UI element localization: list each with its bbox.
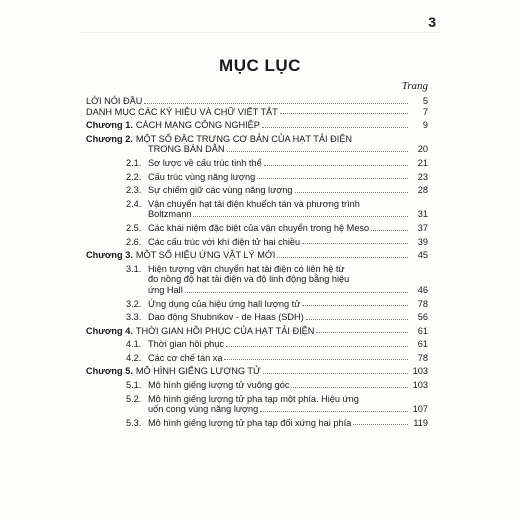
toc-section-5-2-cont (86, 404, 428, 415)
section-title: Vận chuyển hạt tải điện khuếch tán và phương trình (148, 198, 360, 209)
toc-section-4-1[interactable] (86, 339, 428, 350)
chapter-title: MÔ HÌNH GIẾNG LƯỢNG TỬ (135, 366, 261, 377)
toc-section-2-2[interactable] (86, 172, 428, 183)
toc-section-3-1-cont2 (86, 285, 428, 296)
toc-page: 103 (412, 366, 428, 377)
leader-dots (193, 216, 408, 217)
chapter-number: Chương 4. (86, 325, 133, 336)
trang-label: Trang (401, 80, 428, 92)
leader-dots (224, 359, 408, 360)
section-title: Sơ lược về cấu trúc tinh thể (148, 157, 262, 168)
toc-page: 31 (417, 209, 428, 220)
toc-chapter-2-cont (86, 144, 428, 155)
section-title: Sự chiếm giữ các vùng năng lượng (148, 185, 293, 196)
section-number: 3.3. (126, 312, 142, 323)
section-number: 4.1. (126, 339, 142, 350)
leader-dots (260, 411, 408, 412)
section-title-line3: ứng Hall (148, 284, 183, 295)
leader-dots (306, 319, 408, 320)
toc-chapter-2[interactable] (86, 134, 428, 145)
section-number: 2.6. (126, 236, 142, 247)
toc-label: DANH MỤC CÁC KÝ HIỆU VÀ CHỮ VIẾT TẮT (86, 106, 278, 117)
chapter-number: Chương 3. (86, 250, 133, 261)
toc-page: 5 (422, 96, 428, 106)
toc-page: 78 (417, 298, 428, 309)
section-title: Các cơ chế tán xạ (148, 352, 223, 363)
leader-dots (353, 424, 408, 425)
toc-page: 37 (417, 222, 428, 233)
toc-page: 78 (417, 352, 428, 363)
section-title: Thời gian hồi phục (148, 339, 224, 350)
toc-chapter-1[interactable] (86, 120, 428, 131)
toc-section-2-1[interactable] (86, 158, 428, 169)
toc-page: 20 (417, 144, 428, 155)
section-number: 4.2. (126, 352, 142, 363)
section-number: 2.3. (126, 185, 142, 196)
section-title-line2: uốn cong vùng năng lượng (148, 404, 259, 415)
leader-dots (280, 113, 408, 114)
toc-page: 46 (417, 284, 428, 295)
leader-dots (295, 192, 409, 193)
toc-page: 39 (417, 236, 428, 247)
page-title: MỤC LỤC (219, 56, 301, 75)
toc-page: 107 (412, 404, 428, 415)
toc-section-3-3[interactable] (86, 312, 428, 323)
chapter-title: CÁCH MẠNG CÔNG NGHIỆP (135, 120, 260, 131)
section-title: Mô hình giếng lượng tử vuông góc (148, 380, 290, 391)
chapter-number: Chương 5. (86, 366, 133, 377)
toc-chapter-3[interactable] (86, 250, 428, 261)
leader-dots (277, 257, 408, 258)
leader-dots (262, 127, 408, 128)
toc-page: 103 (412, 380, 428, 391)
leader-dots (227, 151, 408, 152)
section-title: Hiện tượng vận chuyển hạt tải điện có liên hệ từ (148, 263, 345, 274)
toc-page: 45 (417, 250, 428, 261)
toc-page: 56 (417, 312, 428, 323)
toc-page: 9 (422, 120, 428, 131)
toc-section-3-2[interactable] (86, 299, 428, 310)
bleed-through-text (80, 22, 440, 33)
leader-dots (185, 292, 408, 293)
leader-dots (302, 243, 408, 244)
leader-dots (226, 346, 408, 347)
section-number: 2.1. (126, 157, 142, 168)
chapter-title: THỜI GIAN HỒI PHỤC CỦA HẠT TẢI ĐIỆN (135, 325, 315, 336)
section-number: 5.3. (126, 417, 142, 428)
toc-page: 23 (417, 171, 428, 182)
toc-section-5-2[interactable] (86, 394, 428, 405)
chapter-number: Chương 2. (86, 133, 133, 144)
toc-chapter-5[interactable] (86, 366, 428, 377)
section-title-line2: đo nồng độ hạt tải điện và độ linh động bằng hiệu (148, 274, 350, 285)
section-title: Ứng dụng của hiệu ứng hall lượng tử (148, 298, 301, 309)
leader-dots (263, 373, 408, 374)
toc-section-3-1-cont (86, 274, 428, 285)
leader-dots (264, 165, 408, 166)
section-number: 2.4. (126, 198, 142, 209)
section-title: Dao động Shubnikov - de Haas (SDH) (148, 312, 304, 323)
toc-page: 28 (417, 185, 428, 196)
toc-section-3-1[interactable] (86, 264, 428, 275)
toc-page: 7 (422, 106, 428, 117)
section-number: 2.5. (126, 222, 142, 233)
toc-label: LỜI NÓI ĐẦU (86, 96, 143, 106)
section-title-line2: Boltzmann (148, 209, 192, 220)
toc-page: 21 (417, 157, 428, 168)
toc-section-2-3[interactable] (86, 185, 428, 196)
toc-page: 61 (417, 339, 428, 350)
section-title: Các cấu trúc với khí điện tử hai chiều (148, 236, 301, 247)
toc-section-2-5[interactable] (86, 223, 428, 234)
chapter-title: MỘT SỐ HIỆU ỨNG VẬT LÝ MỚI (135, 250, 276, 261)
toc-section-2-6[interactable] (86, 237, 428, 248)
section-number: 3.1. (126, 263, 142, 274)
toc-section-5-1[interactable] (86, 380, 428, 391)
leader-dots (371, 230, 408, 231)
toc-section-5-3[interactable] (86, 418, 428, 429)
table-of-contents (86, 96, 428, 428)
chapter-title: MỘT SỐ ĐẶC TRƯNG CƠ BẢN CỦA HẠT TẢI ĐIỆN (135, 133, 353, 144)
toc-section-4-2[interactable] (86, 353, 428, 364)
leader-dots (316, 332, 408, 333)
chapter-title-line2: TRONG BÁN DẪN (148, 144, 225, 155)
toc-page: 61 (417, 325, 428, 336)
leader-dots (302, 305, 408, 306)
section-title: Mô hình giếng lượng tử pha tạp một phía. Hiệu ứng (148, 393, 359, 404)
toc-section-2-4-cont (86, 209, 428, 220)
toc-section-2-4[interactable] (86, 199, 428, 210)
section-number: 5.2. (126, 393, 142, 404)
toc-entry-loi-noi-dau[interactable] (86, 96, 428, 107)
section-number: 5.1. (126, 380, 142, 391)
section-number: 2.2. (126, 171, 142, 182)
section-title: Cấu trúc vùng năng lượng (148, 171, 256, 182)
leader-dots (257, 178, 408, 179)
section-number: 3.2. (126, 298, 142, 309)
toc-chapter-4[interactable] (86, 326, 428, 337)
leader-dots (291, 387, 408, 388)
chapter-number: Chương 1. (86, 120, 133, 131)
section-title: Mô hình giếng lượng tử pha tạp đối xứng hai phía (148, 417, 352, 428)
leader-dots (144, 103, 408, 104)
section-title: Các khái niệm đặc biệt của vận chuyển trong hệ Meso (148, 222, 370, 233)
page-number: 3 (428, 14, 436, 30)
toc-entry-danh-muc[interactable] (86, 107, 428, 118)
toc-page: 119 (413, 417, 428, 428)
